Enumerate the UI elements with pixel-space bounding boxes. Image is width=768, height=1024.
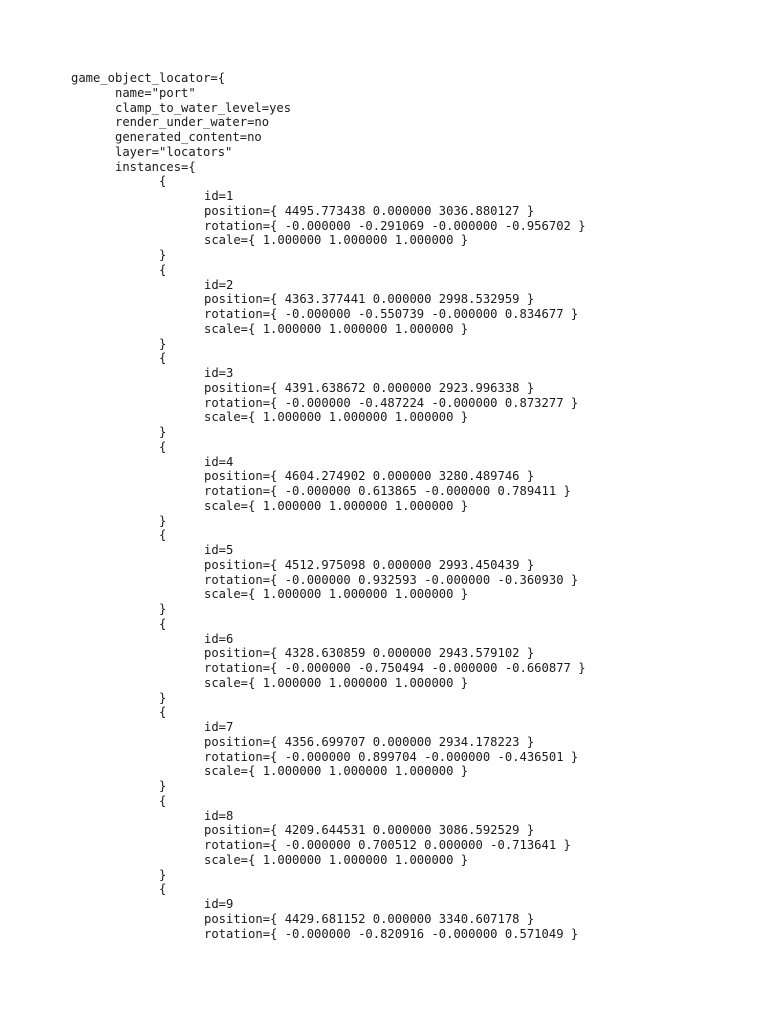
instance-block	[71, 351, 586, 440]
instance-scale: scale={ 1.000000 1.000000 1.000000 }	[204, 587, 469, 602]
instance-position: position={ 4495.773438 0.000000 3036.880127 }	[204, 203, 535, 218]
instance-scale: scale={ 1.000000 1.000000 1.000000 }	[204, 852, 469, 867]
instance-block	[71, 794, 586, 883]
open-brace: {	[159, 705, 167, 720]
open-brace: {	[159, 174, 167, 189]
instance-id: id=2	[204, 277, 234, 292]
close-brace: }	[159, 867, 167, 882]
open-brace: {	[159, 528, 167, 543]
instance-position: position={ 4429.681152 0.000000 3340.607178 }	[204, 911, 535, 926]
open-brace: {	[159, 439, 167, 454]
close-brace: }	[159, 425, 167, 439]
code-listing	[71, 71, 586, 941]
instance-id: id=7	[204, 720, 234, 734]
close-brace: }	[159, 779, 167, 793]
instance-block	[71, 528, 586, 617]
property-layer: layer="locators"	[115, 144, 233, 159]
open-brace: {	[159, 262, 167, 277]
instance-block	[71, 705, 586, 794]
instance-id: id=8	[204, 808, 234, 823]
instance-scale: scale={ 1.000000 1.000000 1.000000 }	[204, 233, 469, 248]
instance-position: position={ 4391.638672 0.000000 2923.996338 }	[204, 380, 535, 395]
instance-rotation: rotation={ -0.000000 -0.487224 -0.000000 0.873277 }	[204, 395, 579, 410]
instance-block	[71, 882, 586, 941]
instance-position: position={ 4328.630859 0.000000 2943.579102 }	[204, 646, 535, 661]
instance-block	[71, 263, 586, 352]
open-brace: {	[159, 793, 167, 808]
open-brace: {	[159, 882, 167, 897]
property-name: name="port"	[115, 85, 196, 100]
instance-id: id=3	[204, 366, 234, 380]
open-brace: {	[159, 616, 167, 631]
instance-rotation: rotation={ -0.000000 -0.750494 -0.000000 -0.660877 }	[204, 661, 586, 675]
instance-scale: scale={ 1.000000 1.000000 1.000000 }	[204, 764, 469, 779]
instance-scale: scale={ 1.000000 1.000000 1.000000 }	[204, 321, 469, 336]
close-brace: }	[159, 690, 167, 705]
instance-id: id=1	[204, 189, 234, 203]
instance-block	[71, 174, 586, 263]
instances-list	[71, 174, 586, 941]
instance-id: id=9	[204, 897, 234, 911]
instance-rotation: rotation={ -0.000000 -0.550739 -0.000000 0.834677 }	[204, 307, 579, 321]
instance-position: position={ 4512.975098 0.000000 2993.450439 }	[204, 557, 535, 572]
property-instances: instances={	[115, 159, 196, 174]
property-generated-content: generated_content=no	[115, 130, 262, 144]
property-render-under-water: render_under_water=no	[115, 115, 270, 130]
instance-position: position={ 4363.377441 0.000000 2998.532959 }	[204, 292, 535, 307]
instance-id: id=6	[204, 631, 234, 646]
instance-scale: scale={ 1.000000 1.000000 1.000000 }	[204, 410, 469, 425]
header-line: game_object_locator={	[71, 71, 226, 85]
instance-rotation: rotation={ -0.000000 0.932593 -0.000000 -0.360930 }	[204, 572, 579, 587]
instance-block	[71, 617, 586, 706]
instance-scale: scale={ 1.000000 1.000000 1.000000 }	[204, 675, 469, 690]
instance-id: id=4	[204, 454, 234, 469]
close-brace: }	[159, 513, 167, 528]
instance-rotation: rotation={ -0.000000 0.613865 -0.000000 0.789411 }	[204, 484, 571, 498]
instance-rotation: rotation={ -0.000000 -0.291069 -0.000000 -0.956702 }	[204, 218, 586, 233]
instance-position: position={ 4356.699707 0.000000 2934.178223 }	[204, 734, 535, 749]
close-brace: }	[159, 336, 167, 351]
instance-scale: scale={ 1.000000 1.000000 1.000000 }	[204, 498, 469, 513]
close-brace: }	[159, 602, 167, 616]
instance-rotation: rotation={ -0.000000 0.700512 0.000000 -0.713641 }	[204, 838, 571, 852]
instance-position: position={ 4604.274902 0.000000 3280.489746 }	[204, 469, 535, 484]
instance-rotation: rotation={ -0.000000 0.899704 -0.000000 -0.436501 }	[204, 749, 579, 764]
open-brace: {	[159, 351, 167, 366]
instance-id: id=5	[204, 543, 234, 557]
instance-position: position={ 4209.644531 0.000000 3086.592529 }	[204, 823, 535, 838]
instance-rotation: rotation={ -0.000000 -0.820916 -0.000000 0.571049 }	[204, 926, 579, 941]
property-clamp-to-water-level: clamp_to_water_level=yes	[115, 100, 292, 115]
instance-block	[71, 440, 586, 529]
close-brace: }	[159, 248, 167, 262]
